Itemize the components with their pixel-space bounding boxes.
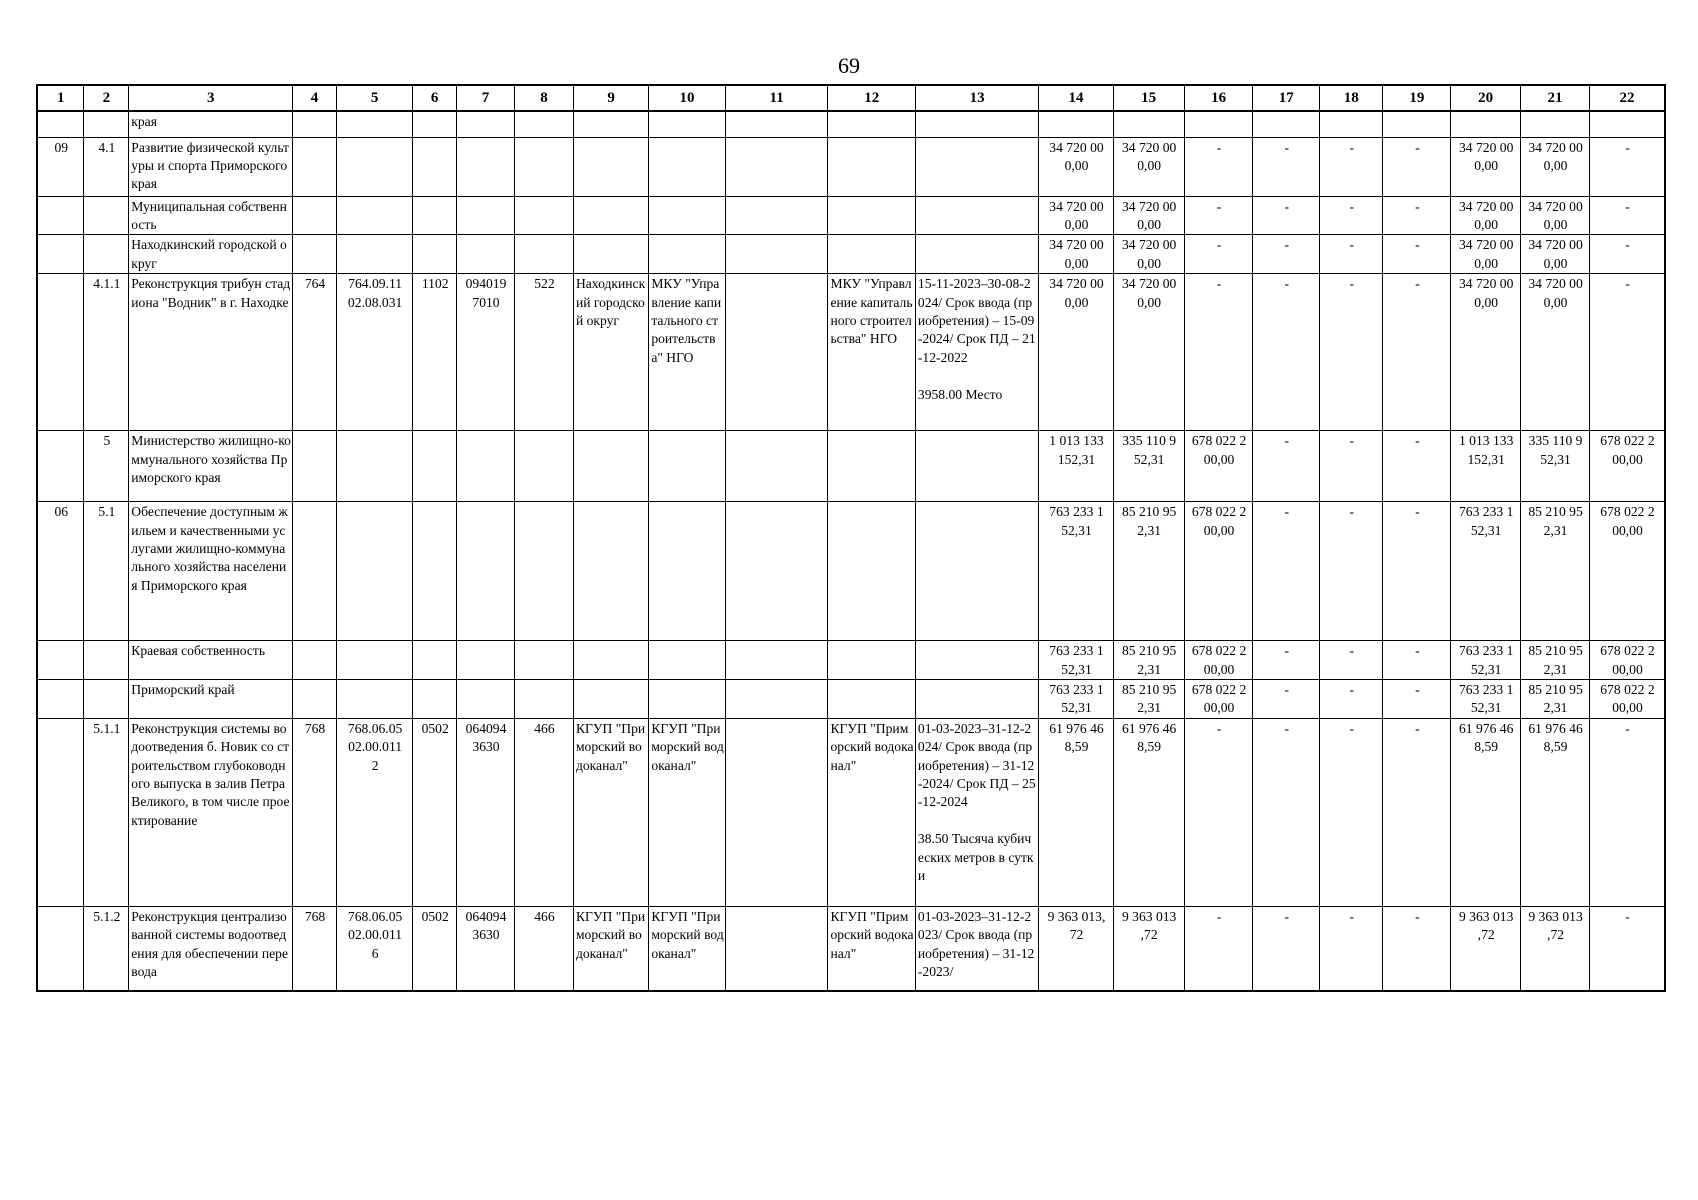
column-header-10: 10	[649, 85, 725, 111]
column-header-21: 21	[1521, 85, 1590, 111]
table-cell-col-2	[84, 111, 129, 137]
table-cell-col-19: -	[1383, 906, 1451, 991]
table-cell-col-14: 61 976 46 8,59	[1039, 718, 1113, 906]
table-cell-col-13	[915, 502, 1038, 641]
table-cell-col-19	[1383, 111, 1451, 137]
table-cell-col-16: -	[1184, 718, 1253, 906]
table-cell-col-21: 34 720 00 0,00	[1521, 274, 1590, 431]
table-cell-col-17: -	[1253, 502, 1320, 641]
table-cell-col-6	[413, 196, 457, 235]
column-header-13: 13	[915, 85, 1038, 111]
table-cell-col-17	[1253, 111, 1320, 137]
table-cell-col-22: -	[1589, 196, 1665, 235]
table-cell-col-6	[413, 502, 457, 641]
table-cell-col-17: -	[1253, 718, 1320, 906]
table-cell-col-13	[915, 431, 1038, 502]
table-cell-col-7: 064094 3630	[457, 718, 515, 906]
table-cell-col-5	[336, 196, 412, 235]
table-cell-col-10	[649, 196, 725, 235]
table-row-section-4-1	[37, 196, 1665, 235]
table-cell-col-21	[1521, 111, 1590, 137]
page-number: 69	[838, 53, 860, 78]
table-cell-col-11	[725, 431, 828, 502]
table-row-primorsky-krai	[37, 718, 1665, 906]
table-cell-col-13	[915, 111, 1038, 137]
table-cell-col-1	[37, 274, 84, 431]
table-cell-col-10	[649, 502, 725, 641]
table-cell-col-9	[573, 111, 648, 137]
table-cell-col-12	[828, 641, 915, 680]
table-cell-col-4: 768	[293, 718, 337, 906]
table-cell-col-11	[725, 196, 828, 235]
table-cell-col-22: -	[1589, 137, 1665, 196]
table-cell-col-8	[514, 235, 573, 274]
table-row-municipal-property	[37, 235, 1665, 274]
column-header-9: 9	[573, 85, 648, 111]
table-cell-col-6	[413, 235, 457, 274]
table-cell-col-2	[84, 641, 129, 680]
table-cell-col-10: КГУП "Приморский водоканал"	[649, 906, 725, 991]
table-cell-col-21: 335 110 9 52,31	[1521, 431, 1590, 502]
table-cell-col-19: -	[1383, 679, 1451, 718]
table-cell-col-12: КГУП "Приморский водоканал"	[828, 906, 915, 991]
table-cell-col-13	[915, 235, 1038, 274]
table-cell-col-16: 678 022 2 00,00	[1184, 679, 1253, 718]
table-cell-col-22	[1589, 111, 1665, 137]
table-cell-col-16: -	[1184, 274, 1253, 431]
table-cell-col-2: 5.1	[84, 502, 129, 641]
table-cell-col-20: 61 976 46 8,59	[1451, 718, 1521, 906]
table-cell-col-12	[828, 196, 915, 235]
table-cell-col-2	[84, 196, 129, 235]
table-cell-col-13	[915, 196, 1038, 235]
table-cell-col-3: Муниципальная собственность	[129, 196, 293, 235]
column-header-3: 3	[129, 85, 293, 111]
table-cell-col-7	[457, 196, 515, 235]
column-header-4: 4	[293, 85, 337, 111]
table-cell-col-15: 61 976 46 8,59	[1113, 718, 1184, 906]
column-header-18: 18	[1320, 85, 1383, 111]
table-cell-col-2: 4.1	[84, 137, 129, 196]
table-cell-col-18: -	[1320, 274, 1383, 431]
table-cell-col-21: 34 720 00 0,00	[1521, 235, 1590, 274]
table-row-ministry-housing	[37, 502, 1665, 641]
table-cell-col-4: 768	[293, 906, 337, 991]
table-cell-col-3: края	[129, 111, 293, 137]
table-cell-col-13: 01-03-2023–31-12-2024/ Срок ввода (приобретения) – 31-12-2024/ Срок ПД – 25-12-2024 38.50 Тысяча кубических метров в сутки	[915, 718, 1038, 906]
table-cell-col-14: 763 233 1 52,31	[1039, 502, 1113, 641]
table-cell-col-1	[37, 196, 84, 235]
table-cell-col-10	[649, 235, 725, 274]
table-cell-col-9	[573, 137, 648, 196]
table-cell-col-8	[514, 137, 573, 196]
table-cell-col-11	[725, 111, 828, 137]
table-cell-col-6: 0502	[413, 718, 457, 906]
table-cell-col-16: -	[1184, 196, 1253, 235]
table-cell-col-20: 34 720 00 0,00	[1451, 235, 1521, 274]
table-cell-col-11	[725, 641, 828, 680]
table-cell-col-5	[336, 235, 412, 274]
table-cell-col-2	[84, 679, 129, 718]
table-cell-col-9	[573, 679, 648, 718]
table-cell-col-5: 764.09.11 02.08.031	[336, 274, 412, 431]
table-cell-col-15: 34 720 00 0,00	[1113, 274, 1184, 431]
column-header-1: 1	[37, 85, 84, 111]
table-cell-col-22: 678 022 2 00,00	[1589, 502, 1665, 641]
table-cell-col-5: 768.06.05 02.00.011 2	[336, 718, 412, 906]
table-cell-col-7	[457, 641, 515, 680]
table-cell-col-6	[413, 431, 457, 502]
table-cell-col-14: 34 720 00 0,00	[1039, 274, 1113, 431]
table-row-regional-property	[37, 679, 1665, 718]
table-cell-col-20: 34 720 00 0,00	[1451, 137, 1521, 196]
table-cell-col-16: -	[1184, 906, 1253, 991]
table-cell-col-16	[1184, 111, 1253, 137]
table-cell-col-8	[514, 196, 573, 235]
table-cell-col-1	[37, 111, 84, 137]
table-cell-col-22: -	[1589, 906, 1665, 991]
table-cell-col-16: -	[1184, 235, 1253, 274]
table-cell-col-17: -	[1253, 431, 1320, 502]
table-cell-col-16: 678 022 2 00,00	[1184, 502, 1253, 641]
table-cell-col-6	[413, 679, 457, 718]
table-cell-col-21: 85 210 95 2,31	[1521, 502, 1590, 641]
table-cell-col-22: -	[1589, 274, 1665, 431]
table-cell-col-4	[293, 679, 337, 718]
table-cell-col-3: Реконструкция системы водоотведения б. Новик со строительством глубоководного выпуска в залив Петра Великого, в том числе проектирование	[129, 718, 293, 906]
budget-table	[36, 84, 1666, 992]
table-cell-col-8: 466	[514, 718, 573, 906]
table-cell-col-15: 34 720 00 0,00	[1113, 196, 1184, 235]
table-cell-col-9	[573, 502, 648, 641]
table-cell-col-22: 678 022 2 00,00	[1589, 679, 1665, 718]
table-cell-col-18: -	[1320, 641, 1383, 680]
column-header-6: 6	[413, 85, 457, 111]
table-cell-col-20: 763 233 1 52,31	[1451, 502, 1521, 641]
table-cell-col-21: 9 363 013 ,72	[1521, 906, 1590, 991]
column-header-8: 8	[514, 85, 573, 111]
table-cell-col-3: Реконструкция централизованной системы водоотведения для обеспечении перевода	[129, 906, 293, 991]
table-cell-col-12	[828, 431, 915, 502]
table-cell-col-1	[37, 679, 84, 718]
table-cell-col-7: 094019 7010	[457, 274, 515, 431]
table-cell-col-21: 61 976 46 8,59	[1521, 718, 1590, 906]
table-cell-col-3: Приморский край	[129, 679, 293, 718]
table-cell-col-21: 34 720 00 0,00	[1521, 196, 1590, 235]
table-cell-col-5	[336, 111, 412, 137]
table-cell-col-4	[293, 111, 337, 137]
table-cell-col-8	[514, 679, 573, 718]
table-cell-col-9: КГУП "Приморский водоканал"	[573, 906, 648, 991]
table-cell-col-9: КГУП "Приморский водоканал"	[573, 718, 648, 906]
table-cell-col-6	[413, 111, 457, 137]
table-cell-col-20: 9 363 013 ,72	[1451, 906, 1521, 991]
table-cell-col-5	[336, 679, 412, 718]
table-cell-col-18	[1320, 111, 1383, 137]
column-header-19: 19	[1383, 85, 1451, 111]
table-cell-col-14: 763 233 1 52,31	[1039, 641, 1113, 680]
column-header-7: 7	[457, 85, 515, 111]
table-cell-col-8	[514, 111, 573, 137]
table-cell-col-18: -	[1320, 502, 1383, 641]
table-cell-col-8	[514, 502, 573, 641]
table-cell-col-22: -	[1589, 718, 1665, 906]
table-cell-col-22: 678 022 2 00,00	[1589, 431, 1665, 502]
table-cell-col-5	[336, 641, 412, 680]
table-cell-col-4	[293, 196, 337, 235]
table-header-row	[37, 85, 1665, 111]
table-cell-col-6: 1102	[413, 274, 457, 431]
table-cell-col-1: 09	[37, 137, 84, 196]
table-cell-col-19: -	[1383, 196, 1451, 235]
table-cell-col-20: 763 233 1 52,31	[1451, 641, 1521, 680]
table-cell-col-1	[37, 431, 84, 502]
table-cell-col-9	[573, 235, 648, 274]
table-cell-col-5	[336, 137, 412, 196]
table-cell-col-19: -	[1383, 718, 1451, 906]
table-cell-col-15: 34 720 00 0,00	[1113, 137, 1184, 196]
table-cell-col-10	[649, 641, 725, 680]
table-cell-col-12	[828, 679, 915, 718]
table-cell-col-14: 34 720 00 0,00	[1039, 137, 1113, 196]
table-cell-col-10: КГУП "Приморский водоканал"	[649, 718, 725, 906]
table-cell-col-8	[514, 431, 573, 502]
table-cell-col-16: 678 022 2 00,00	[1184, 641, 1253, 680]
table-cell-col-5	[336, 502, 412, 641]
table-cell-col-15: 85 210 95 2,31	[1113, 679, 1184, 718]
table-cell-col-4: 764	[293, 274, 337, 431]
table-cell-col-3: Реконструкция трибун стадиона "Водник" в г. Находке	[129, 274, 293, 431]
table-cell-col-12	[828, 111, 915, 137]
table-cell-col-4	[293, 235, 337, 274]
table-cell-col-11	[725, 718, 828, 906]
table-cell-col-4	[293, 502, 337, 641]
table-cell-col-9	[573, 431, 648, 502]
table-cell-col-15: 9 363 013 ,72	[1113, 906, 1184, 991]
table-cell-col-10	[649, 137, 725, 196]
table-cell-col-8: 466	[514, 906, 573, 991]
table-cell-col-13: 01-03-2023–31-12-2023/ Срок ввода (приобретения) – 31-12-2023/	[915, 906, 1038, 991]
table-cell-col-19: -	[1383, 235, 1451, 274]
column-header-14: 14	[1039, 85, 1113, 111]
table-cell-col-1: 06	[37, 502, 84, 641]
table-cell-col-3: Краевая собственность	[129, 641, 293, 680]
table-cell-col-20: 1 013 133 152,31	[1451, 431, 1521, 502]
table-cell-col-21: 85 210 95 2,31	[1521, 641, 1590, 680]
table-cell-col-12	[828, 137, 915, 196]
table-cell-col-11	[725, 502, 828, 641]
column-header-22: 22	[1589, 85, 1665, 111]
table-cell-col-19: -	[1383, 431, 1451, 502]
table-cell-col-10	[649, 431, 725, 502]
table-cell-col-2: 4.1.1	[84, 274, 129, 431]
table-row-continuation	[37, 111, 1665, 137]
column-header-20: 20	[1451, 85, 1521, 111]
table-cell-col-16: 678 022 2 00,00	[1184, 431, 1253, 502]
table-cell-col-6	[413, 137, 457, 196]
table-cell-col-19: -	[1383, 641, 1451, 680]
table-row-section-5-1	[37, 641, 1665, 680]
table-cell-col-3: Развитие физической культуры и спорта Приморского края	[129, 137, 293, 196]
table-cell-col-14: 763 233 1 52,31	[1039, 679, 1113, 718]
table-cell-col-7	[457, 502, 515, 641]
table-cell-col-18: -	[1320, 196, 1383, 235]
table-cell-col-12: МКУ "Управление капитального строительства" НГО	[828, 274, 915, 431]
table-cell-col-22: 678 022 2 00,00	[1589, 641, 1665, 680]
table-cell-col-10: МКУ "Управление капитального строительства" НГО	[649, 274, 725, 431]
table-cell-col-20: 34 720 00 0,00	[1451, 274, 1521, 431]
table-cell-col-3: Находкинский городской округ	[129, 235, 293, 274]
table-cell-col-8	[514, 641, 573, 680]
table-cell-col-4	[293, 431, 337, 502]
table-cell-col-13	[915, 137, 1038, 196]
table-cell-col-7: 064094 3630	[457, 906, 515, 991]
table-cell-col-18: -	[1320, 137, 1383, 196]
table-cell-col-18: -	[1320, 718, 1383, 906]
table-cell-col-20: 763 233 1 52,31	[1451, 679, 1521, 718]
table-cell-col-9	[573, 641, 648, 680]
table-cell-col-19: -	[1383, 274, 1451, 431]
table-row-item-5-1-1	[37, 906, 1665, 991]
table-cell-col-14: 1 013 133 152,31	[1039, 431, 1113, 502]
table-cell-col-7	[457, 111, 515, 137]
column-header-17: 17	[1253, 85, 1320, 111]
table-cell-col-11	[725, 906, 828, 991]
budget-table-wrapper	[36, 84, 1666, 992]
table-cell-col-14: 34 720 00 0,00	[1039, 196, 1113, 235]
table-cell-col-11	[725, 137, 828, 196]
table-cell-col-17: -	[1253, 137, 1320, 196]
table-cell-col-2: 5.1.1	[84, 718, 129, 906]
table-cell-col-4	[293, 641, 337, 680]
table-cell-col-15: 85 210 95 2,31	[1113, 641, 1184, 680]
table-cell-col-11	[725, 235, 828, 274]
table-cell-col-14: 34 720 00 0,00	[1039, 235, 1113, 274]
table-cell-col-16: -	[1184, 137, 1253, 196]
table-cell-col-13: 15-11-2023–30-08-2024/ Срок ввода (приобретения) – 15-09-2024/ Срок ПД – 21-12-2022 3958.00 Место	[915, 274, 1038, 431]
table-cell-col-12	[828, 235, 915, 274]
table-cell-col-15: 34 720 00 0,00	[1113, 235, 1184, 274]
column-header-2: 2	[84, 85, 129, 111]
table-cell-col-6: 0502	[413, 906, 457, 991]
table-cell-col-15	[1113, 111, 1184, 137]
table-cell-col-7	[457, 679, 515, 718]
table-cell-col-17: -	[1253, 235, 1320, 274]
table-cell-col-14: 9 363 013, 72	[1039, 906, 1113, 991]
table-cell-col-17: -	[1253, 274, 1320, 431]
table-cell-col-22: -	[1589, 235, 1665, 274]
table-cell-col-5: 768.06.05 02.00.011 6	[336, 906, 412, 991]
table-cell-col-11	[725, 274, 828, 431]
table-cell-col-18: -	[1320, 235, 1383, 274]
table-cell-col-19: -	[1383, 137, 1451, 196]
table-cell-col-20	[1451, 111, 1521, 137]
column-header-11: 11	[725, 85, 828, 111]
table-row-nakhodka-district	[37, 274, 1665, 431]
table-cell-col-2: 5.1.2	[84, 906, 129, 991]
table-cell-col-10	[649, 679, 725, 718]
table-cell-col-2	[84, 235, 129, 274]
table-cell-col-17: -	[1253, 641, 1320, 680]
table-cell-col-17: -	[1253, 679, 1320, 718]
table-cell-col-11	[725, 679, 828, 718]
table-cell-col-19: -	[1383, 502, 1451, 641]
table-cell-col-2: 5	[84, 431, 129, 502]
column-header-5: 5	[336, 85, 412, 111]
table-cell-col-3: Обеспечение доступным жильем и качественными услугами жилищно-коммунального хозяйства населения Приморского края	[129, 502, 293, 641]
table-cell-col-21: 34 720 00 0,00	[1521, 137, 1590, 196]
table-cell-col-8: 522	[514, 274, 573, 431]
table-cell-col-1	[37, 906, 84, 991]
table-cell-col-14	[1039, 111, 1113, 137]
table-cell-col-12: КГУП "Приморский водоканал"	[828, 718, 915, 906]
table-cell-col-5	[336, 431, 412, 502]
column-header-15: 15	[1113, 85, 1184, 111]
table-cell-col-1	[37, 235, 84, 274]
table-cell-col-17: -	[1253, 906, 1320, 991]
table-cell-col-6	[413, 641, 457, 680]
table-row-code-09	[37, 137, 1665, 196]
table-cell-col-20: 34 720 00 0,00	[1451, 196, 1521, 235]
table-cell-col-15: 85 210 95 2,31	[1113, 502, 1184, 641]
table-cell-col-18: -	[1320, 431, 1383, 502]
table-cell-col-13	[915, 679, 1038, 718]
table-cell-col-7	[457, 235, 515, 274]
table-cell-col-15: 335 110 9 52,31	[1113, 431, 1184, 502]
table-cell-col-10	[649, 111, 725, 137]
table-cell-col-12	[828, 502, 915, 641]
table-cell-col-1	[37, 718, 84, 906]
table-row-item-4-1-1	[37, 431, 1665, 502]
table-cell-col-9	[573, 196, 648, 235]
table-cell-col-1	[37, 641, 84, 680]
table-cell-col-7	[457, 431, 515, 502]
table-cell-col-13	[915, 641, 1038, 680]
table-cell-col-7	[457, 137, 515, 196]
table-cell-col-3: Министерство жилищно-коммунального хозяйства Приморского края	[129, 431, 293, 502]
table-cell-col-18: -	[1320, 679, 1383, 718]
column-header-12: 12	[828, 85, 915, 111]
table-cell-col-21: 85 210 95 2,31	[1521, 679, 1590, 718]
table-cell-col-17: -	[1253, 196, 1320, 235]
table-cell-col-4	[293, 137, 337, 196]
table-cell-col-9: Находкинский городской округ	[573, 274, 648, 431]
column-header-16: 16	[1184, 85, 1253, 111]
table-cell-col-18: -	[1320, 906, 1383, 991]
